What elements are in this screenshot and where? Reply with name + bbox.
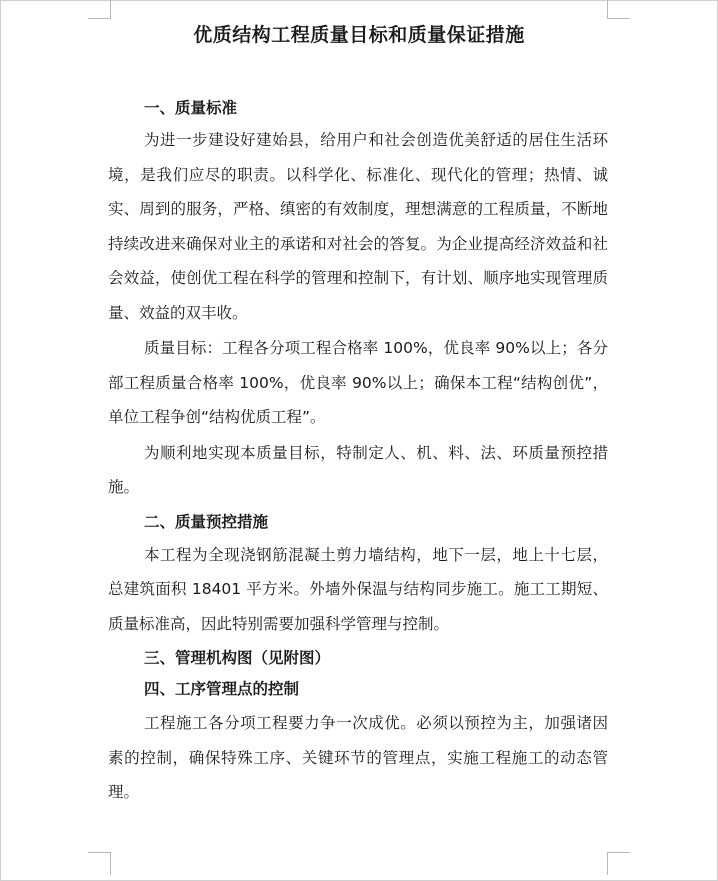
paragraph: 为顺利地实现本质量目标，特制定人、机、料、法、环质量预控措施。 [108,443,608,496]
paragraph-quality-target: 质量目标：工程各分项工程合格率 100%，优良率 90%以上；各分部工程质量合格率 100%，优良率 90%以上；确保本工程“结构创优”，单位工程争创“结构优质工程”。 [108,339,608,426]
section-heading-quality-precontrol: 二、质量预控措施 [144,512,269,531]
document-title: 优质结构工程质量目标和质量保证措施 [193,24,525,46]
section-heading-quality-standard: 一、质量标准 [144,99,238,117]
crop-mark-bottom-right [607,852,630,875]
document-body [108,94,608,811]
paragraph: 为进一步建设好建始县，给用户和社会创造优美舒适的居住生活环境，是我们应尽的职责。以科学化、标准化、现代化的管理；热情、诚实、周到的服务，严格、缜密的有效制度，理想满意的工程质量，不断地持续改进来确保对业主的承诺和对社会的答复。为企业提高经济效益和社会效益，使创优工程在科学的管理和控制下，有计划、顺序地实现管理质量、效益的双丰收。 [108,131,608,322]
paragraph-project-overview: 本工程为全现浇钢筋混凝土剪力墙结构，地下一层，地上十七层，总建筑面积 18401 平方米。外墙外保温与结构同步施工。施工工期短、质量标准高，因此特别需要加强科学管理与控制。 [108,545,608,633]
crop-mark-top-right [607,0,630,19]
crop-mark-bottom-left [88,852,111,875]
section-heading-org-chart: 三、管理机构图（见附图） [144,649,331,667]
section-heading-process-control: 四、工序管理点的控制 [144,680,300,698]
paragraph: 工程施工各分项工程要力争一次成优。必须以预控为主，加强诸因素的控制，确保特殊工序、关键环节的管理点，实施工程施工的动态管理。 [108,714,608,801]
crop-mark-top-left [88,0,111,19]
